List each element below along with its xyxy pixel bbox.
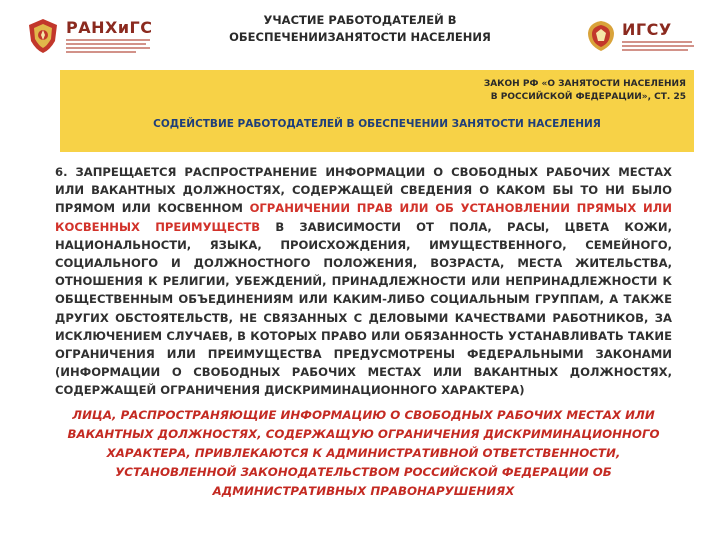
- article-text-part-1: 6. ЗАПРЕЩАЕТСЯ РАСПРОСТРАНЕНИЕ ИНФОРМАЦИИ О СВОБОДНЫХ РАБОЧИХ МЕСТАХ ИЛИ ВАКАНТНЫХ ДОЛЖНОСТЯХ, СОДЕРЖАЩЕЙ СВЕДЕНИЯ О КАКОМ БЫ ТО НИ БЫЛО ПРЯМОМ ИЛИ КОСВЕННОМ: [55, 165, 672, 216]
- article-highlight: ОГРАНИЧЕНИИ ПРАВ ИЛИ ОБ УСТАНОВЛЕНИИ ПРЯМЫХ ИЛИ КОСВЕННЫХ ПРЕИМУЩЕСТВ: [55, 201, 672, 234]
- page-title-line-2: ОБЕСПЕЧЕНИИЗАНЯТОСТИ НАСЕЛЕНИЯ: [229, 30, 491, 44]
- ranepa-logo: [26, 16, 196, 56]
- ranepa-emblem-icon: [26, 17, 60, 55]
- igsu-logo: [586, 16, 706, 56]
- banner-title: СОДЕЙСТВИЕ РАБОТОДАТЕЛЕЙ В ОБЕСПЕЧЕНИИ ЗАНЯТОСТИ НАСЕЛЕНИЯ: [153, 118, 601, 130]
- igsu-emblem-icon: [586, 19, 616, 53]
- law-reference-line-2: В РОССИЙСКОЙ ФЕДЕРАЦИИ», СТ. 25: [490, 92, 686, 102]
- igsu-logo-name: ИГСУ: [622, 20, 672, 39]
- ranepa-logo-subtitle: [66, 39, 152, 53]
- slide-header: [0, 0, 720, 64]
- ranepa-logo-name: РАНХиГС: [66, 18, 153, 37]
- article-paragraph: [55, 163, 672, 400]
- yellow-banner: [60, 70, 694, 152]
- page-title-line-1: УЧАСТИЕ РАБОТОДАТЕЛЕЙ В: [263, 13, 457, 27]
- law-reference: [484, 78, 686, 104]
- conclusion-text: ЛИЦА, РАСПРОСТРАНЯЮЩИЕ ИНФОРМАЦИЮ О СВОБОДНЫХ РАБОЧИХ МЕСТАХ ИЛИ ВАКАНТНЫХ ДОЛЖНОСТЯХ, СОДЕРЖАЩУЮ ОГРАНИЧЕНИЯ ДИСКРИМИНАЦИОННОГО ХАРАКТЕРА, ПРИВЛЕКАЮТСЯ К АДМИНИСТРАТИВНОЙ ОТВЕТСТВЕННОСТИ, УСТАНОВЛЕННОЙ ЗАКОНОДАТЕЛЬСТВОМ РОССИЙСКОЙ ФЕДЕРАЦИИ ОБ АДМИНИСТРАТИВНЫХ ПРАВОНАРУШЕНИЯХ: [67, 408, 660, 498]
- law-reference-line-1: ЗАКОН РФ «О ЗАНЯТОСТИ НАСЕЛЕНИЯ: [483, 79, 686, 89]
- page-title: [200, 12, 520, 46]
- article-text-part-2: В ЗАВИСИМОСТИ ОТ ПОЛА, РАСЫ, ЦВЕТА КОЖИ, НАЦИОНАЛЬНОСТИ, ЯЗЫКА, ПРОИСХОЖДЕНИЯ, ИМУЩЕСТВЕННОГО, СЕМЕЙНОГО, СОЦИАЛЬНОГО И ДОЛЖНОСТНОГО ПОЛОЖЕНИЯ, ВОЗРАСТА, МЕСТА ЖИТЕЛЬСТВА, ОТНОШЕНИЯ К РЕЛИГИИ, УБЕЖДЕНИЙ, ПРИНАДЛЕЖНОСТИ ИЛИ НЕПРИНАДЛЕЖНОСТИ К ОБЩЕСТВЕННЫМ ОБЪЕДИНЕНИЯМ ИЛИ КАКИМ-ЛИБО СОЦИАЛЬНЫМ ГРУППАМ, А ТАКЖЕ ДРУГИХ ОБСТОЯТЕЛЬСТВ, НЕ СВЯЗАННЫХ С ДЕЛОВЫМИ КАЧЕСТВАМИ РАБОТНИКОВ, ЗА ИСКЛЮЧЕНИЕМ СЛУЧАЕВ, В КОТОРЫХ ПРАВО ИЛИ ОБЯЗАННОСТЬ УСТАНАВЛИВАТЬ ТАКИЕ ОГРАНИЧЕНИЯ ИЛИ ПРЕИМУЩЕСТВА ПРЕДУСМОТРЕНЫ ФЕДЕРАЛЬНЫМИ ЗАКОНАМИ (ИНФОРМАЦИИ О СВОБОДНЫХ РАБОЧИХ МЕСТАХ ИЛИ ВАКАНТНЫХ ДОЛЖНОСТЯХ, СОДЕРЖАЩЕЙ ОГРАНИЧЕНИЯ ДИСКРИМИНАЦИОННОГО ХАРАКТЕРА): [55, 219, 672, 398]
- igsu-logo-subtitle: [622, 41, 694, 51]
